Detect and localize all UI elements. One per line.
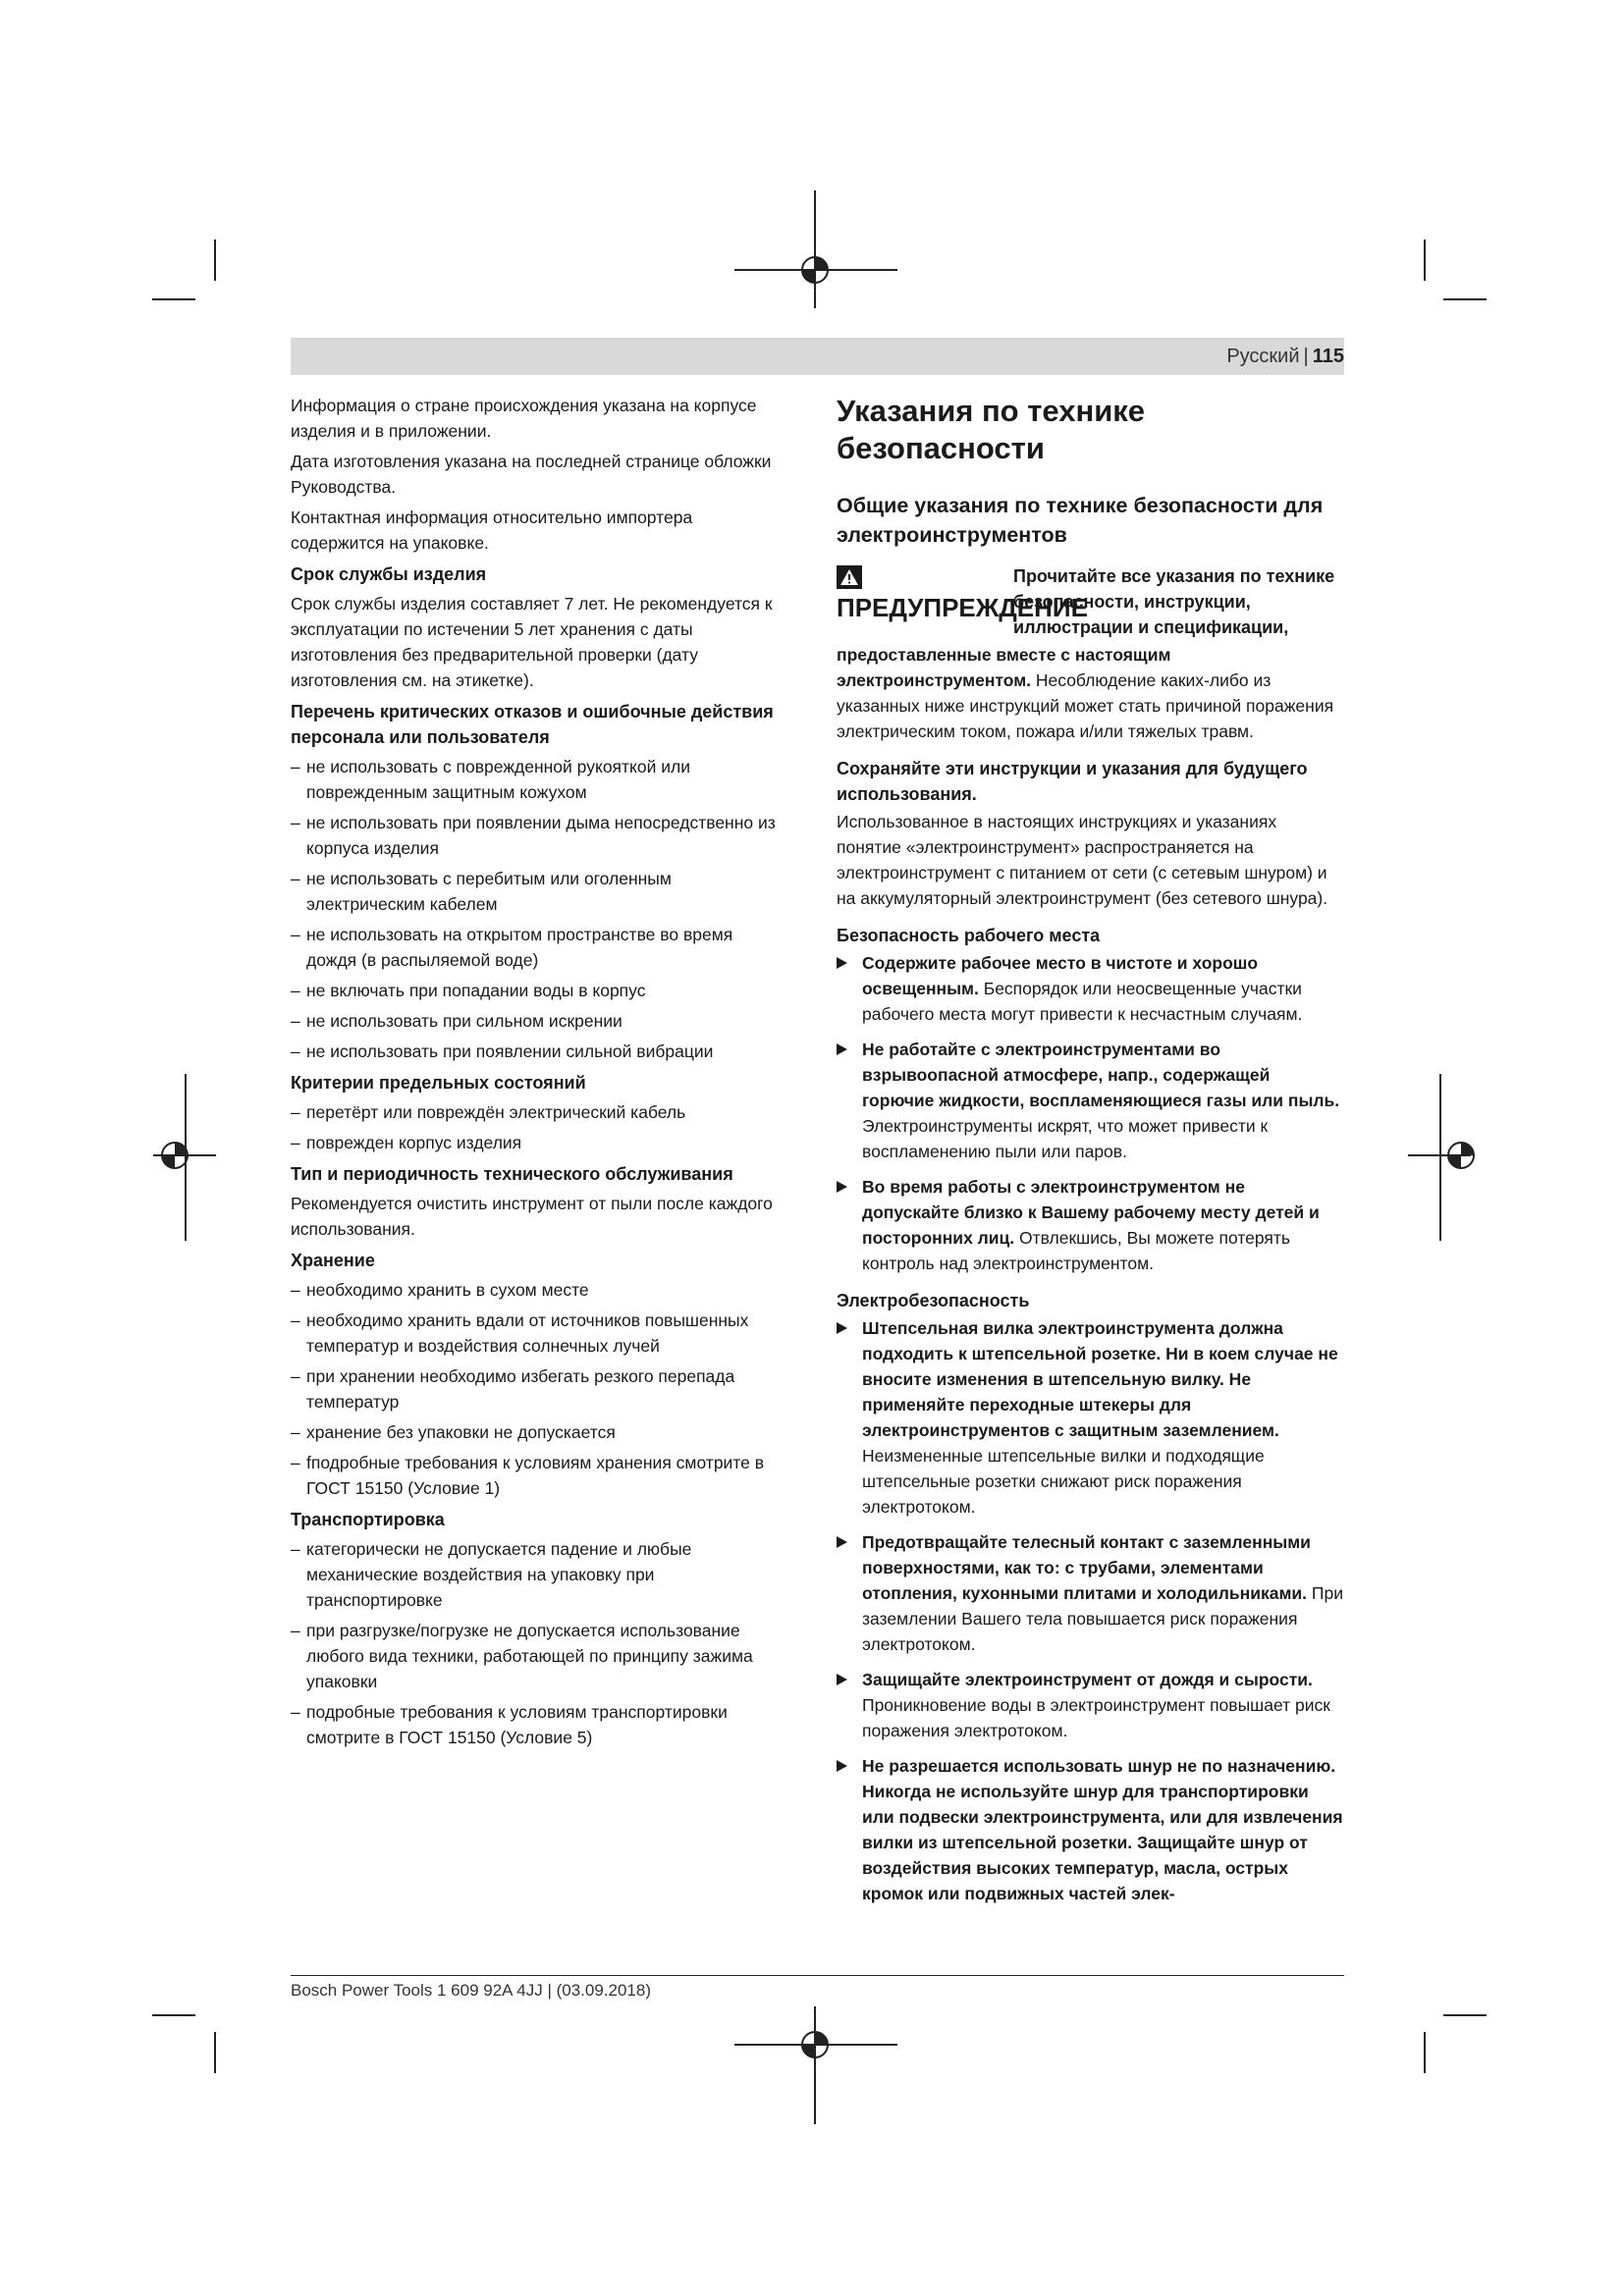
warning-text: Несоблюдение каких-либо из указанных ниже инструкций может стать причиной поражения электрическим током, пожара и/или тяжелых травм. <box>837 670 1334 741</box>
item-bold: Содержите рабочее место в чистоте и хорошо освещенным. <box>862 953 1259 998</box>
warning-lead: Прочитайте все указания по технике безопасности, инструкции, иллюстрации и спецификации, <box>1013 566 1335 637</box>
bullet-arrow-icon <box>837 1043 847 1055</box>
crop-mark <box>1424 240 1426 281</box>
intro-contact: Контактная информация относительно импортера содержится на упаковке. <box>291 507 693 553</box>
list-item: – поврежден корпус изделия <box>291 1130 786 1155</box>
list-item <box>837 1037 1345 1164</box>
maintenance-heading: Тип и периодичность технического обслуживания <box>291 1164 733 1184</box>
crop-mark <box>152 298 195 300</box>
registration-target-icon <box>797 252 833 288</box>
bullet-arrow-icon <box>837 1760 847 1772</box>
crop-mark <box>152 2014 195 2016</box>
warning-block <box>837 563 1345 640</box>
item-text: Электроинструменты искрят, что может привести к воспламенению пыли или паров. <box>862 1116 1269 1161</box>
footer-rule <box>291 1975 1344 1976</box>
item-text: Неизмененные штепсельные вилки и подходящие штепсельные розетки снижают риск поражения электротоком. <box>862 1446 1265 1517</box>
keep-text: Использованное в настоящих инструкциях и указаниях понятие «электроинструмент» распространяется на электроинструмент с питанием от сети (с сетевым шнуром) и на аккумуляторный электроинструмент (без сетевого шнура). <box>837 812 1328 908</box>
bullet-arrow-icon <box>837 957 847 969</box>
list-item: – не использовать при появлении сильной вибрации <box>291 1039 786 1064</box>
item-bold: Предотвращайте телесный контакт с заземленными поверхностями, как то: с трубами, элементами отопления, кухонными плитами и холодильниками. <box>862 1532 1311 1603</box>
service-life-heading: Срок службы изделия <box>291 564 487 584</box>
header-separator: | <box>1303 345 1309 367</box>
list-item: – необходимо хранить в сухом месте <box>291 1277 786 1303</box>
warning-label <box>837 563 1088 640</box>
list-item <box>837 950 1345 1027</box>
crop-mark <box>1443 2014 1487 2016</box>
registration-target-icon <box>1443 1138 1479 1173</box>
list-item <box>837 1529 1345 1657</box>
page-number: 115 <box>1312 345 1344 367</box>
section-title: Общие указания по технике безопасности для электроинструментов <box>837 494 1324 547</box>
page-title: Указания по технике безопасности <box>837 394 1146 465</box>
item-bold: Штепсельная вилка электроинструмента должна подходить к штепсельной розетке. Ни в коем случае не вносите изменения в штепсельную вилку. Не применяйте переходные штекеры для электроинструментов с защитным заземлением. <box>862 1318 1338 1440</box>
registration-line <box>814 2006 816 2124</box>
bullet-arrow-icon <box>837 1536 847 1548</box>
crop-mark <box>1443 298 1487 300</box>
bullet-arrow-icon <box>837 1181 847 1193</box>
maintenance-text: Рекомендуется очистить инструмент от пыли после каждого использования. <box>291 1194 773 1239</box>
registration-line <box>814 190 816 308</box>
list-item <box>837 1174 1345 1276</box>
list-item: – fподробные требования к условиям хранения смотрите в ГОСТ 15150 (Условие 1) <box>291 1450 786 1501</box>
page-header <box>291 338 1344 375</box>
list-item: – при хранении необходимо избегать резкого перепада температур <box>291 1363 786 1415</box>
crop-mark <box>214 2032 216 2073</box>
intro-date: Дата изготовления указана на последней странице обложки Руководства. <box>291 452 772 497</box>
item-bold: Защищайте электроинструмент от дождя и сырости. <box>862 1670 1313 1689</box>
registration-target-icon <box>797 2027 833 2062</box>
item-bold: Во время работы с электроинструментом не допускайте близко к Вашему рабочему месту детей и посторонних лиц. <box>862 1177 1320 1248</box>
item-bold: Не работайте с электроинструментами во взрывоопасной атмосфере, напр., содержащей горючие жидкости, воспламеняющиеся газы или пыль. <box>862 1040 1340 1110</box>
right-column <box>837 393 1345 1916</box>
limit-states-heading: Критерии предельных состояний <box>291 1073 586 1093</box>
item-text: Беспорядок или неосвещенные участки рабочего места могут привести к несчастным случаям. <box>862 979 1303 1024</box>
list-item: – подробные требования к условиям транспортировки смотрите в ГОСТ 15150 (Условие 5) <box>291 1699 786 1750</box>
failures-heading: Перечень критических отказов и ошибочные действия персонала или пользователя <box>291 702 774 747</box>
list-item: – при разгрузке/погрузке не допускается использование любого вида техники, работающей по принципу зажима упаковки <box>291 1618 786 1694</box>
footer-text: Bosch Power Tools 1 609 92A 4JJ | (03.09.2018) <box>291 1981 652 2000</box>
warning-icon <box>837 565 862 589</box>
keep-heading: Сохраняйте эти инструкции и указания для будущего использования. <box>837 759 1308 804</box>
crop-mark <box>1424 2032 1426 2073</box>
service-life-text: Срок службы изделия составляет 7 лет. Не рекомендуется к эксплуатации по истечении 5 лет хранения с даты изготовления без предварительной проверки (дату изготовления см. на этикетке). <box>291 594 773 690</box>
electrical-heading: Электробезопасность <box>837 1291 1030 1310</box>
list-item: – не использовать на открытом пространстве во время дождя (в распыляемой воде) <box>291 922 786 973</box>
list-item: – необходимо хранить вдали от источников повышенных температур и воздействия солнечных лучей <box>291 1308 786 1359</box>
crop-mark <box>214 240 216 281</box>
list-item <box>837 1315 1345 1520</box>
warning-body <box>837 642 1345 744</box>
header-language: Русский <box>1226 345 1300 367</box>
list-item: – перетёрт или повреждён электрический кабель <box>291 1099 786 1125</box>
list-item: – категорически не допускается падение и любые механические воздействия на упаковку при транспортировке <box>291 1536 786 1613</box>
storage-heading: Хранение <box>291 1251 375 1270</box>
list-item: – хранение без упаковки не допускается <box>291 1419 786 1445</box>
item-text: При заземлении Вашего тела повышается риск поражения электротоком. <box>862 1583 1343 1654</box>
bullet-arrow-icon <box>837 1322 847 1334</box>
list-item: – не использовать с поврежденной рукояткой или поврежденным защитным кожухом <box>291 754 786 805</box>
list-item: – не использовать при сильном искрении <box>291 1008 786 1034</box>
workplace-heading: Безопасность рабочего места <box>837 926 1101 945</box>
registration-target-icon <box>157 1138 192 1173</box>
list-item <box>837 1753 1345 1906</box>
registration-line <box>1439 1074 1441 1241</box>
list-item: – не включать при попадании воды в корпус <box>291 978 786 1003</box>
warning-label-text: ПРЕДУПРЕЖДЕНИЕ <box>837 593 1088 622</box>
item-bold: Не разрешается использовать шнур не по назначению. Никогда не используйте шнур для транспортировки или подвески электроинструмента, или для извлечения вилки из штепсельной розетки. Защищайте шнур от воздействия высоких температур, масла, острых кромок или подвижных частей элек- <box>862 1756 1343 1903</box>
warning-lead-continued: предоставленные вместе с настоящим электроинструментом. <box>837 645 1171 690</box>
item-text: Проникновение воды в электроинструмент повышает риск поражения электротоком. <box>862 1695 1330 1740</box>
transport-heading: Транспортировка <box>291 1510 445 1529</box>
bullet-arrow-icon <box>837 1674 847 1685</box>
left-column <box>291 393 786 1755</box>
list-item: – не использовать при появлении дыма непосредственно из корпуса изделия <box>291 810 786 861</box>
intro-origin: Информация о стране происхождения указана на корпусе изделия и в приложении. <box>291 396 757 441</box>
list-item: – не использовать с перебитым или оголенным электрическим кабелем <box>291 866 786 917</box>
list-item <box>837 1667 1345 1743</box>
item-text: Отвлекшись, Вы можете потерять контроль над электроинструментом. <box>862 1228 1291 1273</box>
